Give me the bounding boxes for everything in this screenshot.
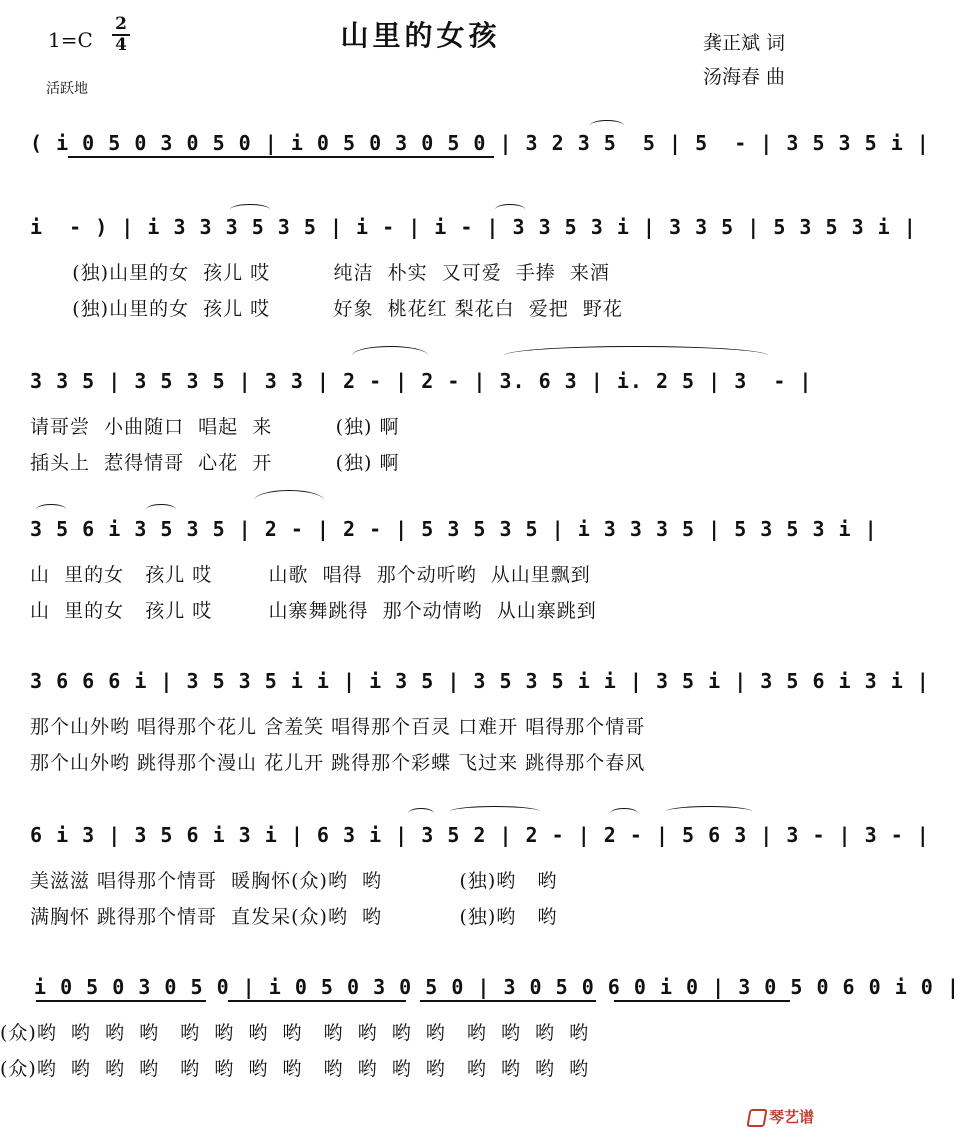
beam-underline (68, 156, 286, 158)
lyrics-verse-1: 那个山外哟 唱得那个花儿 含羞笑 唱得那个百灵 口难开 唱得那个情哥 (30, 716, 646, 738)
lyrics-verse-1: 山 里的女 孩儿 哎 山歌 唱得 那个动听哟 从山里飘到 (30, 564, 591, 586)
tie (450, 806, 540, 817)
slur (610, 808, 638, 819)
time-bottom: 4 (115, 35, 127, 55)
notation-line: 3 6 6 6 i | 3 5 3 5 i i | i 3 5 | 3 5 3 5 i i | 3 5 i | 3 5 6 i 3 i | (30, 669, 930, 693)
lyrics-verse-1: 美滋滋 唱得那个情哥 暖胸怀(众)哟 哟 (独)哟 哟 (30, 870, 558, 892)
notation-line: i - ) | i 3 3 3 5 3 5 | i - | i - | 3 3 5 3 i | 3 3 5 | 5 3 5 3 i | (30, 215, 917, 239)
lyrics-verse-1: 请哥尝 小曲随口 唱起 来 (独) 啊 (30, 416, 400, 438)
beam-underline (36, 1000, 206, 1002)
site-logo (748, 1106, 814, 1127)
logo-icon (746, 1109, 767, 1127)
lyrics-verse-2: (众)哟 哟 哟 哟 哟 哟 哟 哟 哟 哟 哟 哟 哟 哟 哟 哟 (0, 1058, 590, 1080)
composer-credit: 汤海春 曲 (703, 66, 786, 88)
slur (495, 204, 525, 215)
beam-underline (228, 1000, 406, 1002)
tie (352, 346, 428, 365)
slur (590, 120, 624, 131)
notation-line: i 0 5 0 3 0 5 0 | i 0 5 0 3 0 5 0 | 3 0 5 0 6 0 i 0 | 3 0 5 0 6 0 i 0 | (34, 975, 960, 999)
lyrics-verse-2: 山 里的女 孩儿 哎 山寨舞跳得 那个动情哟 从山寨跳到 (30, 600, 597, 622)
lyrics-verse-2: 那个山外哟 跳得那个漫山 花儿开 跳得那个彩蝶 飞过来 跳得那个春风 (30, 752, 646, 774)
song-title: 山里的女孩 (340, 19, 501, 52)
notation-line: 3 5 6 i 3 5 3 5 | 2 - | 2 - | 5 3 5 3 5 | i 3 3 3 5 | 5 3 5 3 i | (30, 517, 878, 541)
slur (36, 504, 66, 515)
logo-text: 琴艺谱 (769, 1108, 815, 1126)
slur (504, 346, 768, 365)
lyrics-verse-1: (独)山里的女 孩儿 哎 纯洁 朴实 又可爱 手捧 来酒 (30, 262, 610, 284)
beam-underline (614, 1000, 790, 1002)
lyrics-verse-2: 满胸怀 跳得那个情哥 直发呆(众)哟 哟 (独)哟 哟 (30, 906, 558, 928)
tie (666, 806, 752, 817)
notation-line: 3 3 5 | 3 5 3 5 | 3 3 | 2 - | 2 - | 3. 6 3 | i. 2 5 | 3 - | (30, 369, 813, 393)
beam-underline (420, 1000, 596, 1002)
slur (408, 808, 434, 819)
time-top: 2 (115, 14, 127, 34)
tempo-marking: 活跃地 (46, 81, 88, 97)
key-signature: 1=C (48, 28, 93, 52)
slur (230, 204, 270, 215)
tie (254, 490, 324, 511)
beam-underline (284, 156, 494, 158)
notation-line: ( i 0 5 0 3 0 5 0 | i 0 5 0 3 0 5 0 | 3 2 3 5 5 | 5 - | 3 5 3 5 i | (30, 131, 930, 155)
lyrics-verse-2: (独)山里的女 孩儿 哎 好象 桃花红 梨花白 爱把 野花 (30, 298, 623, 320)
lyricist-credit: 龚正斌 词 (703, 32, 786, 54)
lyrics-verse-2: 插头上 惹得情哥 心花 开 (独) 啊 (30, 452, 400, 474)
notation-line: 6 i 3 | 3 5 6 i 3 i | 6 3 i | 3 5 2 | 2 - | 2 - | 5 6 3 | 3 - | 3 - | (30, 823, 930, 847)
slur (146, 504, 176, 515)
lyrics-verse-1: (众)哟 哟 哟 哟 哟 哟 哟 哟 哟 哟 哟 哟 哟 哟 哟 哟 (0, 1022, 590, 1044)
